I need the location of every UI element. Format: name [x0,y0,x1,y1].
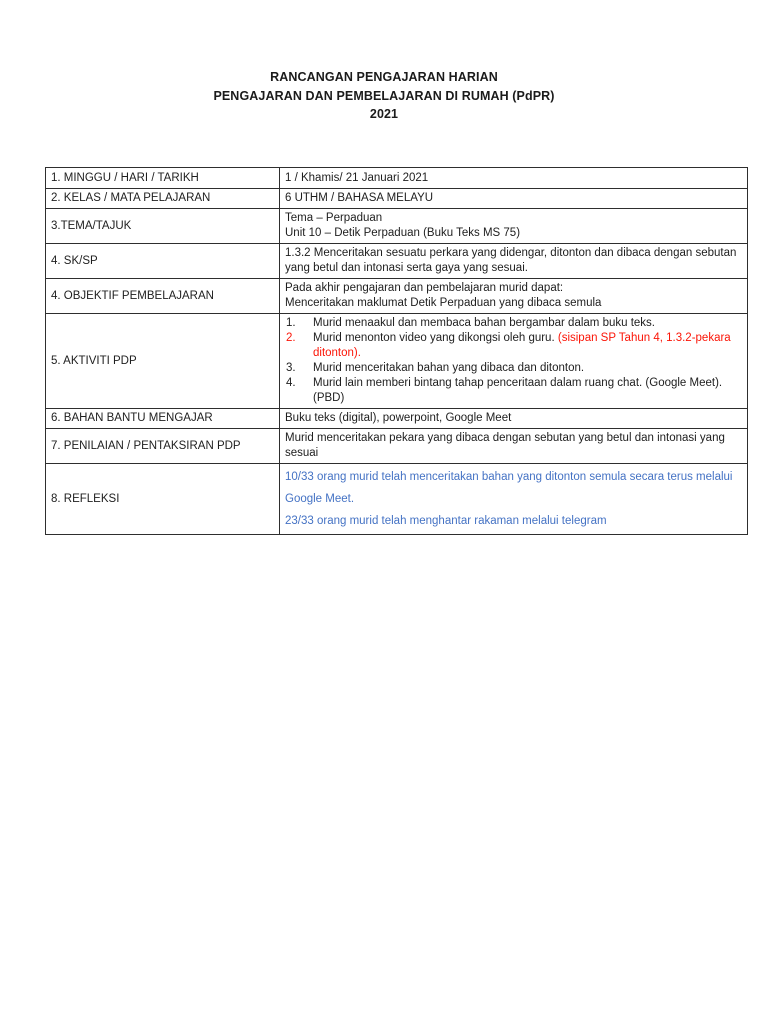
row-value-kelas: 6 UTHM / BAHASA MELAYU [280,189,748,209]
activity-item-2 [285,331,741,361]
table-row-aktiviti [46,314,748,409]
row-label-penilaian: 7. PENILAIAN / PENTAKSIRAN PDP [46,429,280,464]
activity-text-2-black: Murid menonton video yang dikongsi oleh guru. [313,332,558,344]
activity-item-1 [285,316,741,331]
row-label-kelas: 2. KELAS / MATA PELAJARAN [46,189,280,209]
lesson-plan-table [45,167,748,535]
reflection-paragraph-1: 10/33 orang murid telah menceritakan bahan yang ditonton semula secara terus melalui Google Meet. [285,471,733,505]
document-title [0,68,768,124]
row-value-sksp: 1.3.2 Menceritakan sesuatu perkara yang didengar, ditonton dan dibaca dengan sebutan yang betul dan intonasi serta gaya yang sesuai. [280,244,748,279]
row-value-refleksi [280,464,748,535]
table-row-objektif [46,279,748,314]
table-row-sksp [46,244,748,279]
activity-text-1: Murid menaakul dan membaca bahan bergambar dalam buku teks. [313,317,655,329]
row-value-bahan: Buku teks (digital), powerpoint, Google Meet [280,409,748,429]
activity-text-3: Murid menceritakan bahan yang dibaca dan ditonton. [313,362,585,374]
activity-number-1: 1. [286,317,296,329]
activity-list [285,316,741,406]
document-title-line-2: PENGAJARAN DAN PEMBELAJARAN DI RUMAH (PdPR) [213,88,555,103]
row-label-aktiviti: 5. AKTIVITI PDP [46,314,280,409]
table-row-kelas [46,189,748,209]
row-value-aktiviti [280,314,748,409]
objektif-line-2: Menceritakan maklumat Detik Perpaduan yang dibaca semula [285,297,602,309]
row-label-objektif: 4. OBJEKTIF PEMBELAJARAN [46,279,280,314]
table-row-minggu [46,168,748,189]
table-row-tema [46,209,748,244]
row-value-tema [280,209,748,244]
row-label-bahan: 6. BAHAN BANTU MENGAJAR [46,409,280,429]
table-row-penilaian [46,429,748,464]
activity-text-2-red: (sisipan SP Tahun 4, 1.3.2-pekara ditonton). [313,332,731,359]
row-label-refleksi: 8. REFLEKSI [46,464,280,535]
row-label-tema: 3.TEMA/TAJUK [46,209,280,244]
objektif-line-1: Pada akhir pengajaran dan pembelajaran murid dapat: [285,282,564,294]
table-row-bahan [46,409,748,429]
tema-line-2: Unit 10 – Detik Perpaduan (Buku Teks MS 75) [285,227,521,239]
tema-line-1: Tema – Perpaduan [285,212,383,224]
row-label-sksp: 4. SK/SP [46,244,280,279]
table-row-refleksi [46,464,748,535]
row-value-objektif [280,279,748,314]
activity-number-2: 2. [286,332,296,344]
reflection-paragraph-2: 23/33 orang murid telah menghantar rakaman melalui telegram [285,515,607,527]
activity-item-4 [285,376,741,406]
row-label-minggu: 1. MINGGU / HARI / TARIKH [46,168,280,189]
row-value-minggu: 1 / Khamis/ 21 Januari 2021 [280,168,748,189]
activity-text-4: Murid lain memberi bintang tahap penceritaan dalam ruang chat. (Google Meet). (PBD) [313,377,723,404]
activity-text-2 [313,331,741,361]
document-title-line-3: 2021 [369,107,399,121]
activity-number-4: 4. [286,377,296,389]
activity-number-3: 3. [286,362,296,374]
document-title-line-1: RANCANGAN PENGAJARAN HARIAN [270,70,498,84]
row-value-penilaian: Murid menceritakan pekara yang dibaca dengan sebutan yang betul dan intonasi yang sesuai [280,429,748,464]
activity-item-3 [285,361,741,376]
